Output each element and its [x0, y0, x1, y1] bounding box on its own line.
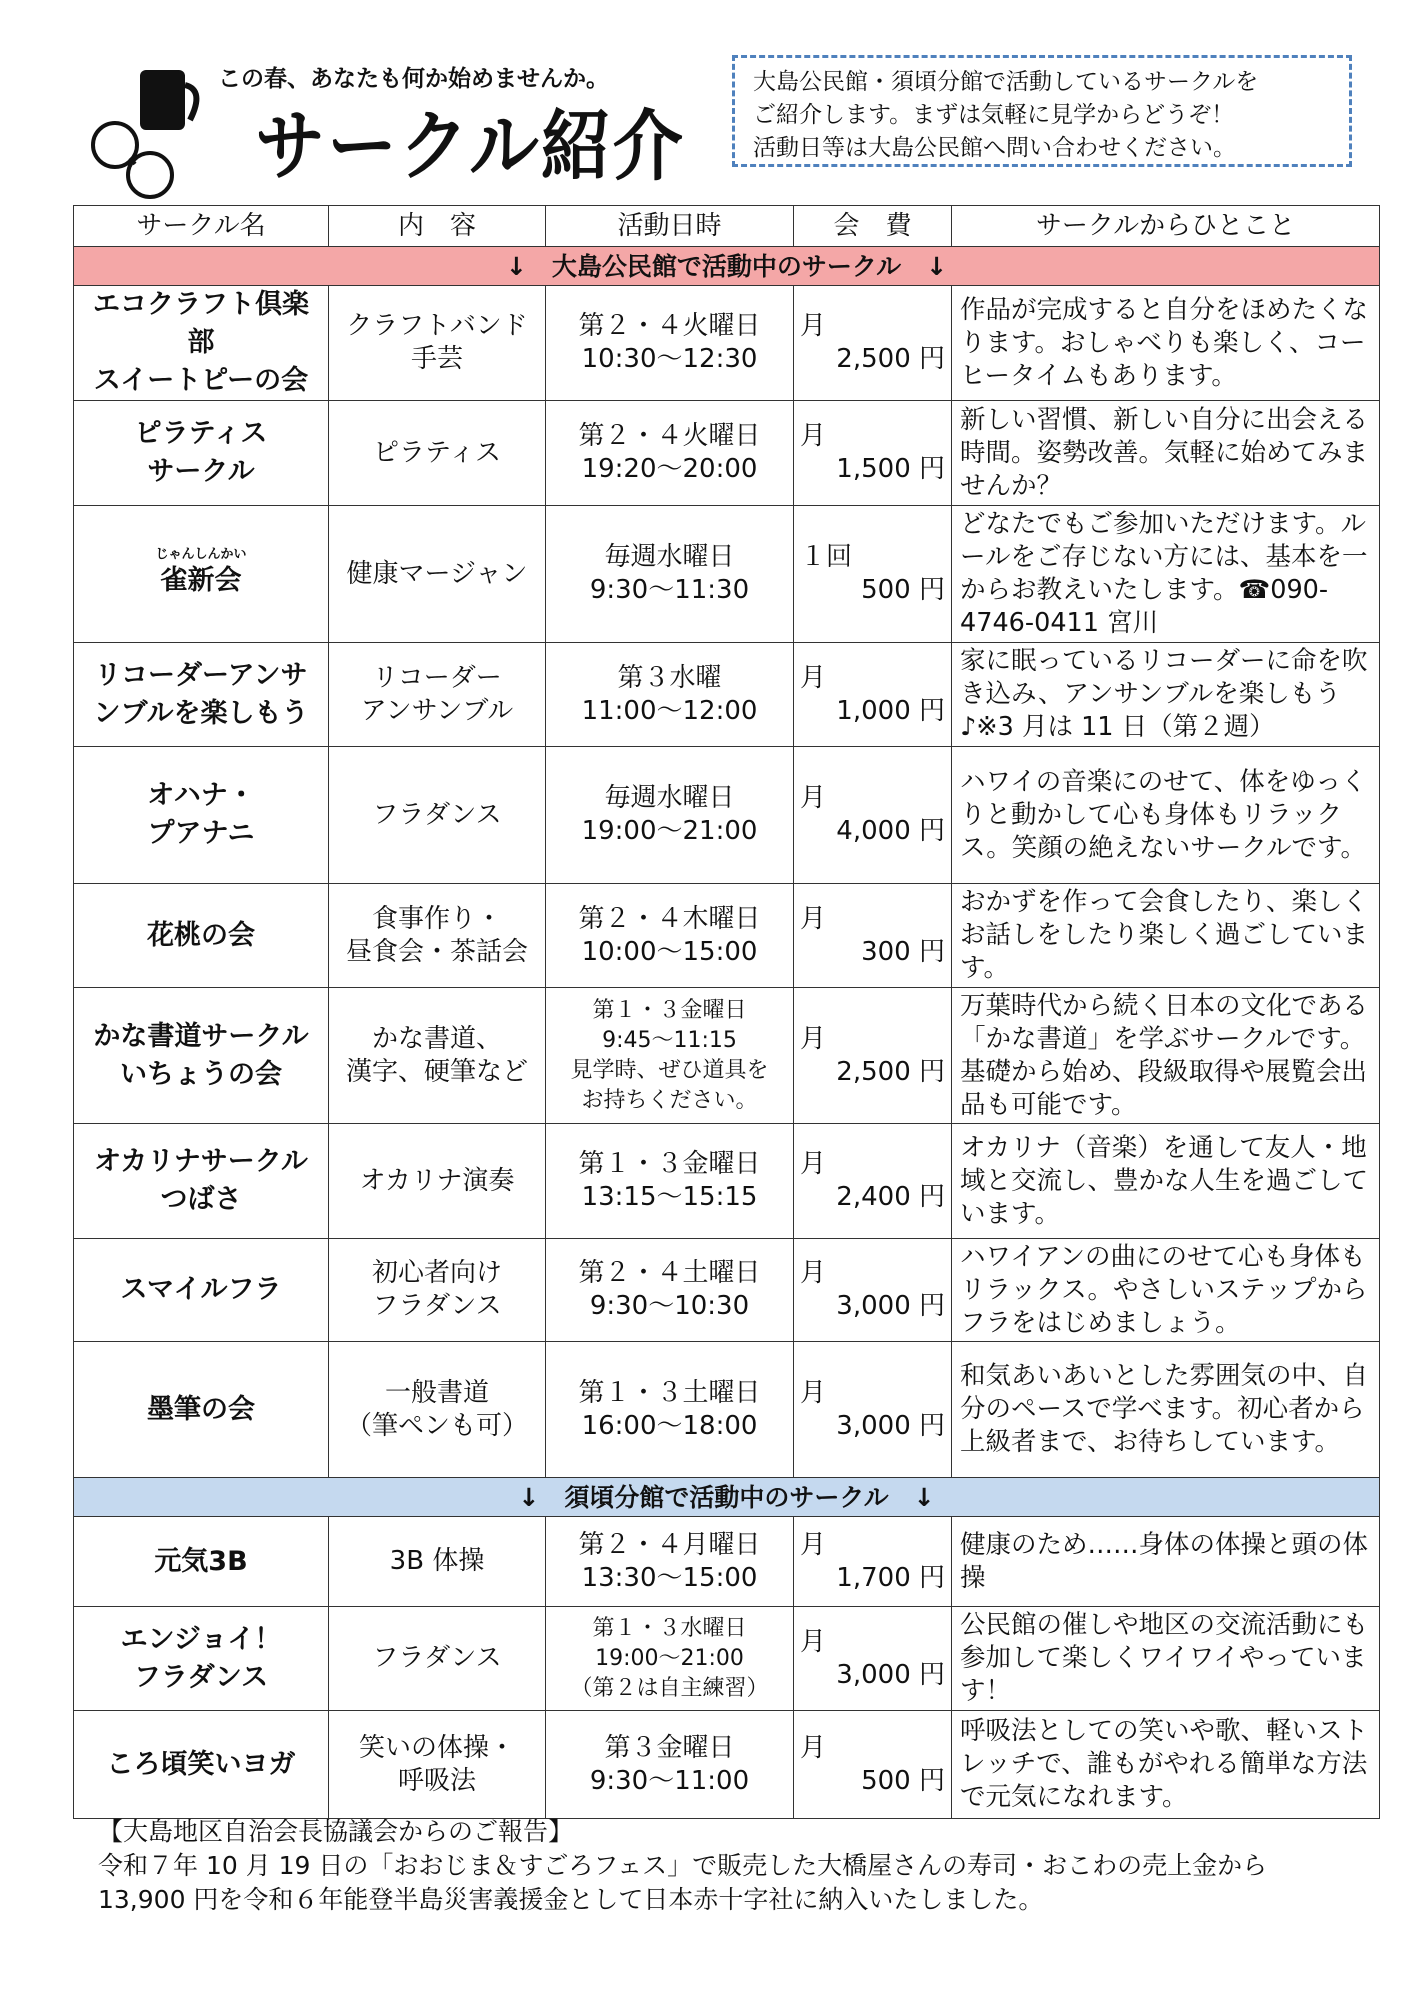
fee-cell: [794, 1342, 952, 1478]
circle-name-line: プアナニ: [147, 818, 255, 849]
fee-amount: 500 円: [861, 1765, 945, 1796]
content-line: 昼食会・茶話会: [345, 936, 528, 967]
catch-phrase: この春、あなたも何か始めませんか。: [218, 66, 609, 92]
fee-amount: 3,000 円: [836, 1410, 945, 1441]
content-line: （筆ペンも可）: [345, 1410, 528, 1441]
circle-name-line: フラダンス: [133, 1661, 269, 1693]
date-line: 第１・３土曜日: [578, 1377, 761, 1408]
comment-cell: 新しい習慣、新しい自分に出会える時間。姿勢改善。気軽に始めてみませんか？: [952, 401, 1380, 506]
table-row: [74, 1517, 1380, 1607]
table-row: [74, 1239, 1380, 1342]
date-line: 9:30～11:30: [589, 575, 750, 605]
fee-amount: 4,000 円: [836, 816, 945, 846]
circle-name: [74, 884, 329, 988]
content-cell: [329, 1517, 546, 1607]
comment-cell: 健康のため……身体の体操と頭の体操: [952, 1517, 1380, 1607]
fee-unit: 月: [800, 1377, 827, 1408]
date-cell: [546, 1711, 794, 1819]
table-row: [74, 747, 1380, 884]
content-cell: [329, 1342, 546, 1478]
content-line: フラダンス: [372, 799, 502, 830]
table-row: [74, 286, 1380, 401]
fee-amount: 2,500 円: [836, 344, 945, 374]
fee-unit: 月: [800, 1529, 827, 1560]
table-row: [74, 1711, 1380, 1819]
content-cell: [329, 747, 546, 884]
date-cell: [546, 988, 794, 1124]
circle-name-line: オハナ・: [147, 780, 255, 811]
table-row: [74, 401, 1380, 506]
date-cell: [546, 401, 794, 506]
fee-amount: 300 円: [861, 936, 945, 967]
name-ruby: じゃんしんかい: [155, 547, 247, 562]
circle-name: [74, 1342, 329, 1478]
date-line: 9:30～11:00: [589, 1765, 750, 1796]
circle-name-line: サークル: [147, 456, 255, 487]
notice-box: [732, 55, 1352, 167]
content-cell: [329, 286, 546, 401]
content-line: 手芸: [410, 344, 463, 374]
page-title: サークル紹介: [255, 101, 685, 192]
circle-name-line: かな書道サークル: [93, 1020, 309, 1052]
comment-cell: ハワイの音楽にのせて、体をゆっくりと動かして心も身体もリラックス。笑顔の絶えないサークルです。: [952, 747, 1380, 884]
date-line: 19:20～20:00: [581, 454, 758, 484]
date-line: 13:15～15:15: [581, 1182, 758, 1212]
date-line: 第２・４月曜日: [578, 1529, 761, 1560]
content-cell: [329, 884, 546, 988]
comment-cell: 万葉時代から続く日本の文化である「かな書道」を学ぶサークルです。基礎から始め、段級取得や展覧会出品も可能です。: [952, 988, 1380, 1124]
date-line: 第２・４火曜日: [578, 311, 761, 341]
fee-unit: 月: [800, 1149, 827, 1179]
footer-report: [98, 1815, 1338, 1917]
comment-cell: どなたでもご参加いただけます。ルールをご存じない方には、基本を一からお教えいたします。☎090-4746-0411 宮川: [952, 506, 1380, 643]
circle-name: [74, 1517, 329, 1607]
fee-unit: １回: [800, 542, 853, 572]
table-row: [74, 988, 1380, 1124]
fee-cell: [794, 747, 952, 884]
circle-name: [74, 1124, 329, 1239]
fee-unit: 月: [800, 783, 827, 813]
circle-name: [74, 286, 329, 401]
content-line: フラダンス: [372, 1643, 502, 1673]
content-line: クラフトバンド: [346, 311, 528, 341]
fee-cell: [794, 1239, 952, 1342]
date-line: 第３金曜日: [604, 1732, 735, 1763]
circle-table: [73, 205, 1380, 1819]
fee-unit: 月: [800, 662, 827, 693]
circle-name-line: 花桃の会: [147, 919, 255, 951]
content-line: 漢字、硬筆など: [345, 1056, 528, 1087]
circle-name-line: エンジョイ！: [120, 1623, 282, 1655]
column-header: サークルからひとこと: [952, 206, 1380, 247]
date-line: 11:00～12:00: [581, 695, 758, 726]
fee-amount: 1,700 円: [836, 1562, 945, 1593]
date-line: 第２・４土曜日: [578, 1258, 761, 1288]
content-cell: [329, 1607, 546, 1711]
fee-cell: [794, 1607, 952, 1711]
fee-unit: 月: [800, 1732, 827, 1763]
fee-cell: [794, 988, 952, 1124]
date-line: 毎週水曜日: [604, 542, 735, 572]
content-line: 3B 体操: [389, 1546, 485, 1576]
fee-unit: 月: [800, 903, 827, 934]
circle-name: [74, 401, 329, 506]
comment-cell: 呼吸法としての笑いや歌、軽いストレッチで、誰もがやれる簡単な方法で元気になれます。: [952, 1711, 1380, 1819]
fee-cell: [794, 401, 952, 506]
footer-heading: 【大島地区自治会長協議会からのご報告】: [98, 1817, 574, 1846]
circle-name-line: ピラティス: [134, 418, 268, 449]
date-line: 毎週水曜日: [604, 783, 735, 813]
date-line: 第２・４木曜日: [578, 903, 761, 934]
section-row: [74, 1478, 1380, 1517]
circle-name-line: ころ頃笑いヨガ: [106, 1748, 296, 1780]
circle-name: [74, 506, 329, 643]
circle-name-line: 墨筆の会: [147, 1393, 255, 1425]
fee-amount: 1,000 円: [836, 695, 945, 726]
fee-cell: [794, 286, 952, 401]
date-cell: [546, 1607, 794, 1711]
circle-name-line: スイートピーの会: [93, 365, 309, 396]
date-line: 第２・４火曜日: [578, 421, 761, 451]
circle-name-line: ンブルを楽しもう: [93, 697, 309, 729]
column-header: サークル名: [74, 206, 329, 247]
fee-cell: [794, 1711, 952, 1819]
circle-name: [74, 1711, 329, 1819]
circle-name: [74, 643, 329, 747]
table-row: [74, 643, 1380, 747]
table-row: [74, 506, 1380, 643]
content-cell: [329, 988, 546, 1124]
content-line: 食事作り・: [371, 903, 502, 934]
notice-line: 活動日等は大島公民館へ問い合わせください。: [753, 135, 1236, 161]
date-cell: [546, 884, 794, 988]
circle-name: [74, 1607, 329, 1711]
circle-name-line: 元気3B: [154, 1545, 248, 1577]
table-row: [74, 1607, 1380, 1711]
content-line: 笑いの体操・: [358, 1732, 515, 1763]
date-line: 19:00～21:00: [595, 1645, 744, 1671]
date-line: 9:45～11:15: [602, 1027, 737, 1053]
footer-body: 令和７年 10 月 19 日の「おおじま＆すごろフェス」で販売した大橋屋さんの寿司・おこわの売上金から13,900 円を令和６年能登半島災害義援金として日本赤十字社に納入いたしました。: [98, 1851, 1268, 1914]
fee-amount: 2,400 円: [836, 1182, 945, 1212]
date-line: 第３水曜: [617, 662, 722, 693]
date-cell: [546, 286, 794, 401]
column-header: 活動日時: [546, 206, 794, 247]
date-cell: [546, 1124, 794, 1239]
comment-cell: おかずを作って会食したり、楽しくお話しをしたり楽しく過ごしています。: [952, 884, 1380, 988]
date-cell: [546, 643, 794, 747]
date-line: 19:00～21:00: [581, 816, 758, 846]
coffee-glasses-icon: [80, 60, 230, 200]
comment-cell: 和気あいあいとした雰囲気の中、自分のペースで学べます。初心者から上級者まで、お待ちしています。: [952, 1342, 1380, 1478]
content-cell: [329, 506, 546, 643]
content-cell: [329, 643, 546, 747]
date-line: （第２は自主練習）: [570, 1675, 769, 1701]
section-heading: ↓ 大島公民館で活動中のサークル ↓: [74, 247, 1380, 286]
comment-cell: 公民館の催しや地区の交流活動にも参加して楽しくワイワイやっています！: [952, 1607, 1380, 1711]
fee-unit: 月: [800, 1626, 827, 1657]
circle-name-line: いちょうの会: [120, 1058, 282, 1090]
date-line: 第１・３金曜日: [578, 1149, 761, 1179]
fee-amount: 500 円: [861, 575, 945, 605]
content-line: ピラティス: [373, 437, 501, 468]
content-line: アンサンブル: [360, 695, 514, 726]
circle-name-line: エコクラフト倶楽部: [93, 289, 309, 358]
comment-cell: ハワイアンの曲にのせて心も身体もリラックス。やさしいステップからフラをはじめましょう。: [952, 1239, 1380, 1342]
date-cell: [546, 747, 794, 884]
circle-name-line: オカリナサークル: [94, 1146, 308, 1177]
fee-amount: 1,500 円: [836, 454, 945, 484]
content-line: 一般書道: [384, 1377, 489, 1408]
comment-cell: 作品が完成すると自分をほめたくなります。おしゃべりも楽しく、コーヒータイムもあります。: [952, 286, 1380, 401]
circle-name-line: リコーダーアンサ: [94, 659, 308, 691]
fee-amount: 3,000 円: [836, 1291, 945, 1321]
content-line: フラダンス: [372, 1291, 502, 1321]
circle-name-line: つばさ: [160, 1184, 242, 1215]
circle-name-line: スマイルフラ: [120, 1274, 282, 1305]
date-line: 第１・３金曜日: [592, 997, 747, 1023]
section-row: [74, 247, 1380, 286]
date-cell: [546, 1239, 794, 1342]
date-line: 13:30～15:00: [581, 1562, 758, 1593]
section-heading: ↓ 須頃分館で活動中のサークル ↓: [74, 1478, 1380, 1517]
content-cell: [329, 401, 546, 506]
date-line: 第１・３水曜日: [592, 1615, 747, 1641]
content-cell: [329, 1711, 546, 1819]
date-line: 16:00～18:00: [581, 1410, 758, 1441]
fee-amount: 3,000 円: [836, 1659, 945, 1690]
circle-name-line: 雀新会: [160, 565, 242, 596]
date-line: 見学時、ぜひ道具を: [570, 1057, 769, 1083]
content-cell: [329, 1239, 546, 1342]
table-row: [74, 884, 1380, 988]
fee-cell: [794, 884, 952, 988]
table-row: [74, 1342, 1380, 1478]
fee-unit: 月: [800, 421, 827, 451]
fee-unit: 月: [800, 311, 827, 341]
table-header-row: [74, 206, 1380, 247]
content-line: かな書道、: [371, 1023, 502, 1054]
date-line: 10:30～12:30: [581, 344, 758, 374]
date-line: 10:00～15:00: [581, 936, 758, 967]
date-cell: [546, 1342, 794, 1478]
date-line: 9:30～10:30: [589, 1291, 750, 1321]
content-cell: [329, 1124, 546, 1239]
fee-cell: [794, 1124, 952, 1239]
fee-amount: 2,500 円: [836, 1056, 945, 1087]
content-line: リコーダー: [372, 662, 502, 693]
notice-line: 大島公民館・須頃分館で活動しているサークルを: [753, 69, 1259, 95]
date-cell: [546, 1517, 794, 1607]
circle-name: [74, 988, 329, 1124]
comment-cell: オカリナ（音楽）を通して友人・地域と交流し、豊かな人生を過ごしています。: [952, 1124, 1380, 1239]
content-line: 呼吸法: [397, 1765, 476, 1796]
fee-cell: [794, 643, 952, 747]
table-row: [74, 1124, 1380, 1239]
column-header: 内 容: [329, 206, 546, 247]
date-cell: [546, 506, 794, 643]
fee-cell: [794, 506, 952, 643]
circle-name: [74, 747, 329, 884]
content-line: 初心者向け: [371, 1258, 502, 1288]
content-line: オカリナ演奏: [359, 1165, 515, 1196]
fee-cell: [794, 1517, 952, 1607]
column-header: 会 費: [794, 206, 952, 247]
date-line: お持ちください。: [581, 1087, 758, 1113]
fee-unit: 月: [800, 1258, 827, 1288]
comment-cell: 家に眠っているリコーダーに命を吹き込み、アンサンブルを楽しもう♪※3 月は 11 日（第２週）: [952, 643, 1380, 747]
circle-name: [74, 1239, 329, 1342]
content-line: 健康マージャン: [346, 558, 528, 589]
fee-unit: 月: [800, 1023, 827, 1054]
notice-line: ご紹介します。まずは気軽に見学からどうぞ！: [753, 102, 1235, 128]
